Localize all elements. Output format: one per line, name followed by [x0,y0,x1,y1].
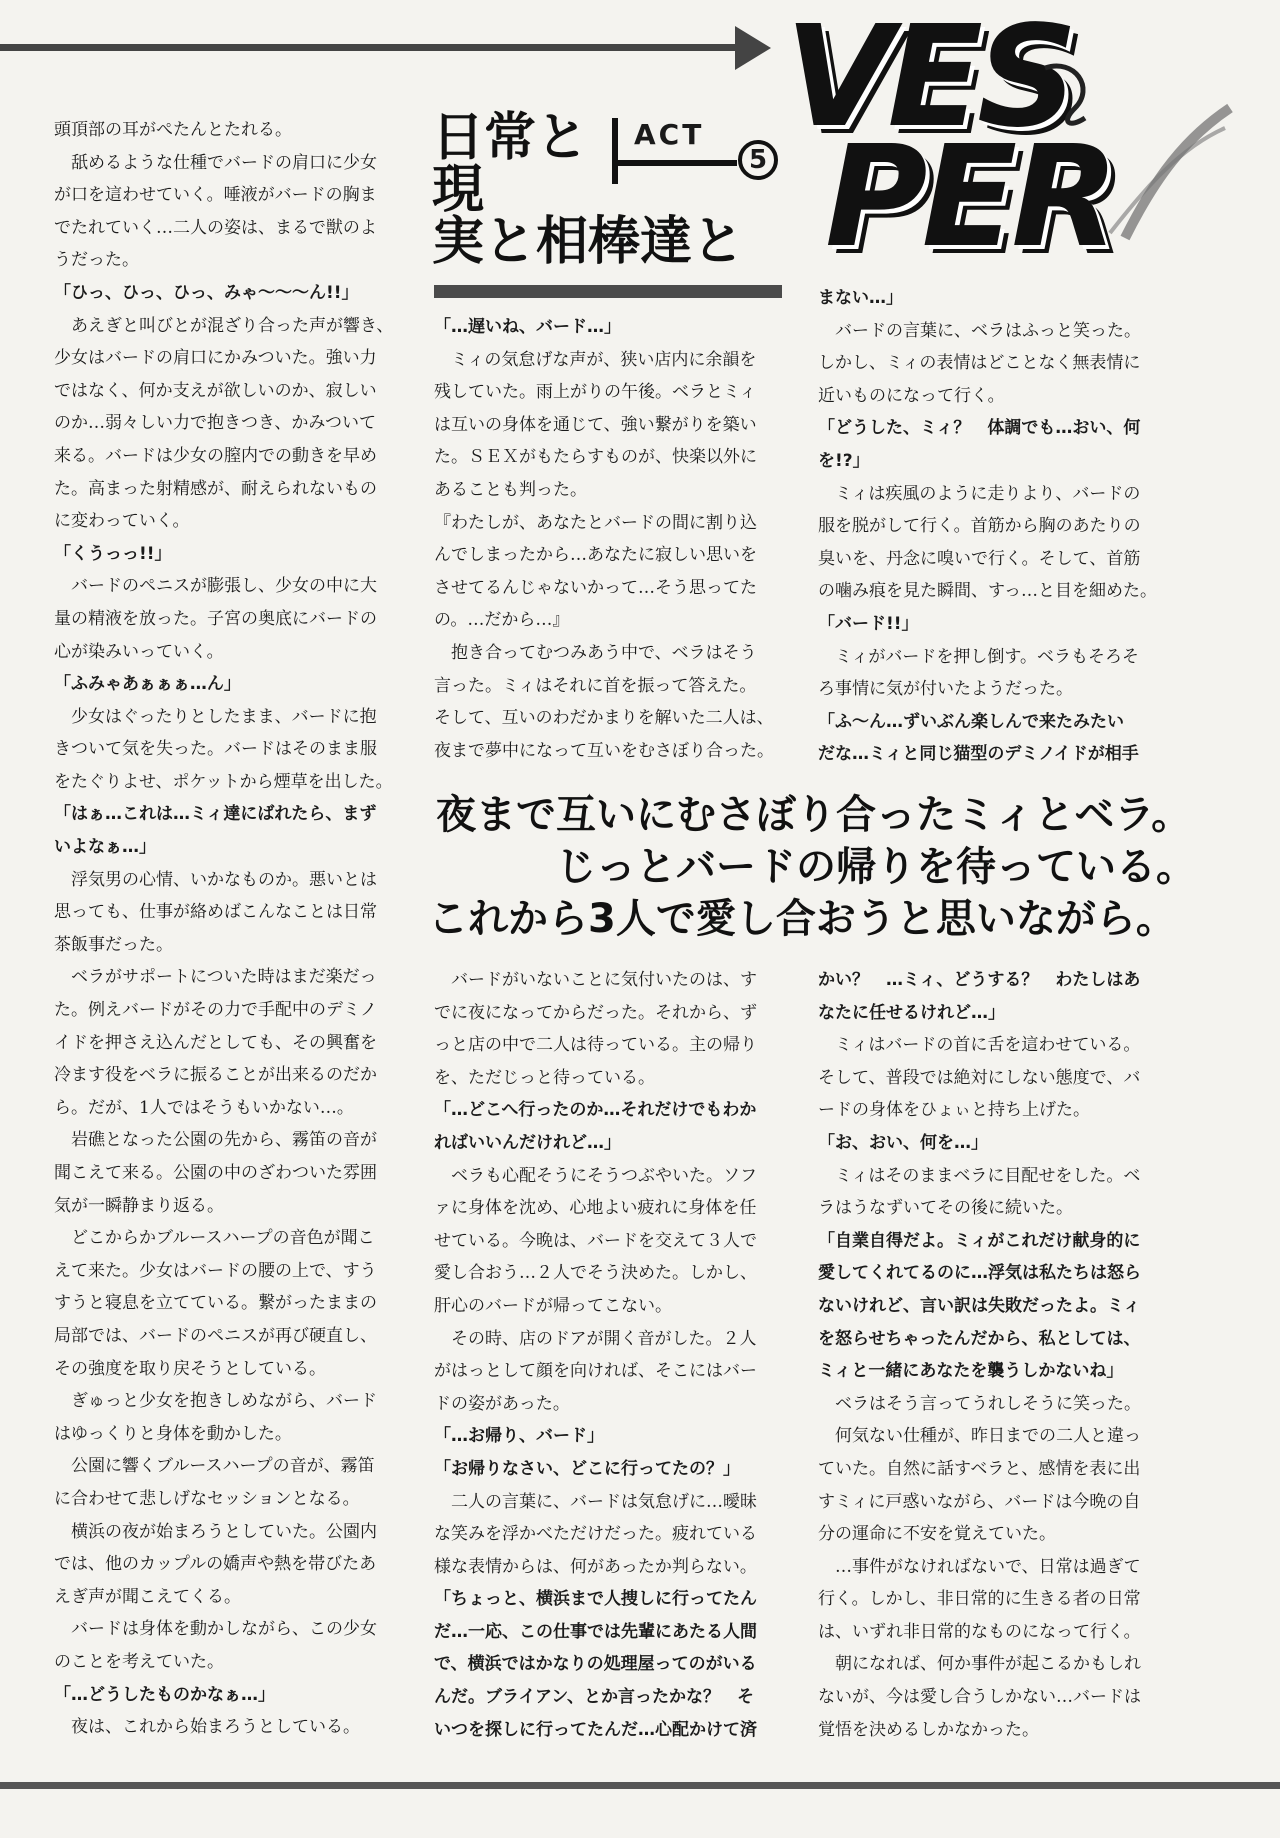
text-line: が口を這わせていく。唾液がバードの胸ま [54,185,377,206]
text-line: ァに身体を沈め、心地よい疲れに身体を任 [434,1198,757,1219]
text-line: 「…どこへ行ったのか…それだけでもわか [434,1100,757,1121]
headline-line-1: 日常と [432,108,589,168]
text-line: だな…ミィと同じ猫型のデミノイドが相手 [818,744,1139,765]
text-line: を!?」 [818,450,870,471]
text-line: 朝になれば、何か事件が起こるかもしれ [818,1654,1141,1675]
text-line: ミィは疾風のように走りより、バードの [818,483,1141,504]
text-line: のか…弱々しい力で抱きつき、かみついて [54,413,376,434]
text-line: は、いずれ非日常的なものになって行く。 [818,1621,1141,1642]
text-line: 「自業自得だよ。ミィがこれだけ献身的に [818,1230,1141,1251]
text-line: の噛み痕を見た瞬間、すっ…と目を細めた。 [818,581,1157,602]
text-line: ードの身体をひょぃと持ち上げた。 [818,1100,1090,1121]
text-line: しかし、ミィの表情はどことなく無表情に [818,353,1141,374]
text-line: 「お、おい、何を…」 [818,1132,988,1153]
text-line: 少女はバードの肩口にかみついた。強い力 [54,348,377,369]
text-line: ミィの気怠げな声が、狭い店内に余韻を [434,349,757,370]
text-line: 様な表情からは、何があったか判らない。 [434,1556,757,1577]
text-line: その強度を取り戻そうとしている。 [54,1358,326,1379]
logo-line-2: PER [825,116,1114,279]
text-line: 量の精液を放った。子宮の奥底にバードの [54,608,377,629]
text-line: 思っても、仕事が絡めばこんなことは日常 [54,902,377,923]
column-1 [54,114,393,1744]
text-line: 来る。バードは少女の膣内での動きを早め [54,445,377,466]
text-line: うだった。 [54,250,139,271]
text-line: た。例えバードがその力で手配中のデミノ [54,1000,377,1021]
text-line: 「ふみゃあぁぁぁ…ん」 [54,674,241,695]
text-line: に合わせて悲しげなセッションとなる。 [54,1488,360,1509]
text-line: その時、店のドアが開く音がした。２人 [434,1328,757,1349]
text-line: に変わっていく。 [54,511,190,532]
text-line: はゆっくりと身体を動かした。 [54,1423,292,1444]
text-line: 「…お帰り、バード」 [434,1426,604,1447]
text-line: 横浜の夜が始まろうとしていた。公園内 [54,1521,377,1542]
text-line: をたぐりよせ、ポケットから煙草を出した。 [54,771,393,792]
catchcopy-line-3: これから3人で愛し合おうと思いながら。 [428,896,1176,942]
text-line: 浮気男の心情、いかなものか。悪いとは [54,869,377,890]
text-line: かい？ …ミィ、どうする？ わたしはあ [818,970,1141,990]
act-horizontal-bar [612,160,737,166]
text-line: あることも判った。 [434,479,587,500]
text-line: バードの言葉に、ベラはふっと笑った。 [818,320,1141,341]
text-line: 覚悟を決めるしかなかった。 [818,1719,1039,1740]
text-line: 言った。ミィはそれに首を振って答えた。 [434,675,757,696]
text-line: どこからかブルースハープの音色が聞こ [54,1228,375,1249]
text-line: 「どうした、ミィ？ 体調でも…おい、何 [818,418,1141,439]
text-line: 公園に響くブルースハープの音が、霧笛 [54,1456,375,1477]
text-line: ではなく、何か支えが欲しいのか、寂しい [54,380,377,401]
text-line: 舐めるような仕種でバードの肩口に少女 [54,152,377,173]
text-line: ミィがバードを押し倒す。ベラもそろそ [818,646,1139,667]
text-line: なたに任せるけれど…」 [818,1002,1005,1023]
text-line: を怒らせちゃったんだから、私としては、 [818,1328,1141,1349]
text-line: ベラも心配そうにそうつぶやいた。ソフ [434,1165,757,1186]
text-line: …事件がなければないで、日常は過ぎて [818,1556,1141,1577]
catchcopy-line-1: 夜まで互いにむさぼり合ったミィとベラ。 [436,792,1192,838]
text-line: バードがいないことに気付いたのは、す [434,970,757,990]
text-line: 肝心のバードが帰ってこない。 [434,1295,672,1316]
text-line: せている。今晩は、バードを交えて３人で [434,1230,757,1251]
text-line: 「ちょっと、横浜まで人捜しに行ってたん [434,1589,757,1610]
act-vertical-bar [612,118,618,184]
text-line: のことを考えていた。 [54,1651,224,1672]
act-number-badge: 5 [738,140,778,180]
text-line: ていた。自然に話すベラと、感情を表に出 [818,1458,1141,1479]
text-line: ミィと一緒にあなたを襲うしかないね」 [818,1361,1124,1382]
column-3-bottom [818,964,1141,1746]
headline-line-3: 実と相棒達と [432,212,745,272]
column-2-top [434,311,774,767]
logo-line-1: VES [785,0,1072,159]
bottom-rule [0,1782,1280,1789]
column-3-top [818,282,1157,771]
text-line: 「くうっっ!!」 [54,543,172,564]
brush-swoosh-icon [1005,48,1235,248]
text-line: 服を脱がして行く。首筋から胸のあたりの [818,516,1141,537]
act-marker [612,118,787,184]
text-line: ミィはそのままベラに目配せをした。ベ [818,1165,1141,1186]
text-line: まない…」 [818,288,903,308]
text-line: で、横浜ではかなりの処理屋ってのがいる [434,1654,757,1675]
text-line: 頭頂部の耳がぺたんとたれる。 [54,120,292,140]
headline-line-2: 現 [432,160,485,220]
text-line: バードのペニスが膨張し、少女の中に大 [54,576,377,597]
text-line: 愛してくれてるのに…浮気は私たちは怒ら [818,1263,1141,1284]
top-rule [0,44,750,51]
text-line: 何気ない仕種が、昨日までの二人と違っ [818,1426,1141,1447]
text-line: 心が染みいっていく。 [54,641,224,662]
text-line: 夜まで夢中になって互いをむさぼり合った。 [434,740,774,761]
text-line: ミィはバードの首に舌を這わせている。 [818,1035,1141,1056]
text-line: ろ事情に気が付いたようだった。 [818,679,1073,700]
text-line: 抱き合ってむつみあう中で、ベラはそう [434,642,757,663]
text-line: ベラはそう言ってうれしそうに笑った。 [818,1393,1141,1414]
text-line: 「バード!!」 [818,613,919,634]
catchcopy-line-2: じっとバードの帰りを待っている。 [556,844,1196,890]
text-line: でたれていく…二人の姿は、まるで獣のよ [54,217,377,238]
text-line: イドを押さえ込んだとしても、その興奮を [54,1032,377,1053]
text-line: 「…どうしたものかなぁ…」 [54,1684,275,1705]
text-line: そして、互いのわだかまりを解いた二人は、 [434,708,774,729]
text-line: んだ。ブライアン、とか言ったかな？ そ [434,1687,754,1708]
text-line: すうと寝息を立てている。繋がったままの [54,1293,377,1314]
text-line: 『わたしが、あなたとバードの間に割り込 [434,512,757,533]
text-line: ないが、今は愛し合うしかない…バードは [818,1687,1141,1708]
text-line: では、他のカップルの嬌声や熱を帯びたあ [54,1554,377,1575]
column-2-bottom [434,964,757,1746]
text-line: 「ふ〜ん…ずいぶん楽しんで来たみたい [818,711,1124,732]
vesper-logo [775,0,1245,279]
text-line: させてるんじゃないかって…そう思ってた [434,577,757,598]
text-line: ればいいんだけれど…」 [434,1132,621,1153]
text-line: 近いものになって行く。 [818,385,1005,406]
text-line: んでしまったから…あなたに寂しい思いを [434,545,757,566]
text-line: きついて気を失った。バードはそのまま服 [54,739,377,760]
text-line: ドの姿があった。 [434,1393,570,1414]
text-line: 少女はぐったりとしたまま、バードに抱 [54,706,377,727]
text-line: 岩礁となった公園の先から、霧笛の音が [54,1130,377,1151]
text-line: 二人の言葉に、バードは気怠げに…曖昧 [434,1491,757,1512]
text-line: 残していた。雨上がりの午後。ベラとミィ [434,382,757,403]
text-line: でに夜になってからだった。それから、ず [434,1002,757,1023]
text-line: いよなぁ…」 [54,837,156,858]
text-line: 聞こえて来る。公園の中のざわついた雰囲 [54,1163,377,1183]
text-line: ぎゅっと少女を抱きしめながら、バード [54,1391,377,1412]
text-line: の。…だから…』 [434,610,570,631]
text-line: がはっとして顔を向ければ、そこにはバー [434,1361,757,1382]
text-line: 分の運命に不安を覚えていた。 [818,1524,1056,1545]
text-line: 愛し合おう…２人でそう決めた。しかし、 [434,1263,757,1284]
text-line: えぎ声が聞こえてくる。 [54,1586,241,1607]
text-line: ら。だが、1人ではそうもいかない…。 [54,1097,354,1118]
headline-underline [434,285,782,298]
text-line: えて来た。少女はバードの腰の上で、すう [54,1260,377,1281]
text-line: 局部では、バードのペニスが再び硬直し、 [54,1325,377,1346]
text-line: バードは身体を動かしながら、この少女 [54,1619,377,1640]
text-line: は互いの身体を通じて、強い繋がりを築い [434,414,757,435]
text-line: 「ひっ、ひっ、ひっ、みゃ〜〜〜ん!!」 [54,282,359,303]
text-line: た。高まった射精感が、耐えられないもの [54,478,377,499]
text-line: ベラがサポートについた時はまだ楽だっ [54,967,377,988]
text-line: 行く。しかし、非日常的に生きる者の日常 [818,1589,1141,1610]
text-line: すミィに戸惑いながら、バードは今晩の自 [818,1491,1141,1512]
text-line: 茶飯事だった。 [54,934,173,955]
text-line: そして、普段では絶対にしない態度で、バ [818,1067,1141,1088]
arrow-icon [735,26,771,70]
text-line: いつを探しに行ってたんだ…心配かけて済 [434,1719,757,1740]
text-line: た。ＳＥＸがもたらすものが、快楽以外に [434,447,757,468]
text-line: な笑みを浮かべただけだった。疲れている [434,1524,757,1545]
text-line: を、ただじっと待っている。 [434,1067,655,1088]
text-line: 臭いを、丹念に嗅いで行く。そして、首筋 [818,548,1141,569]
text-line: 夜は、これから始まろうとしている。 [54,1717,360,1738]
text-line: 冷ます役をベラに振ることが出来るのだか [54,1065,377,1086]
act-label: ACT [634,118,705,151]
text-line: 気が一瞬静まり返る。 [54,1195,224,1216]
text-line: 「お帰りなさい、どこに行ってたの？」 [434,1458,740,1479]
text-line: あえぎと叫びとが混ざり合った声が響き、 [54,315,394,336]
text-line: 「はぁ…これは…ミィ達にばれたら、まず [54,804,377,825]
text-line: ないけれど、言い訳は失敗だったよ。ミィ [818,1295,1141,1316]
text-line: ラはうなずいてその後に続いた。 [818,1198,1073,1219]
text-line: 「…遅いね、バード…」 [434,317,621,337]
text-line: だ…一応、この仕事では先輩にあたる人間 [434,1621,757,1642]
text-line: っと店の中で二人は待っている。主の帰り [434,1035,757,1056]
